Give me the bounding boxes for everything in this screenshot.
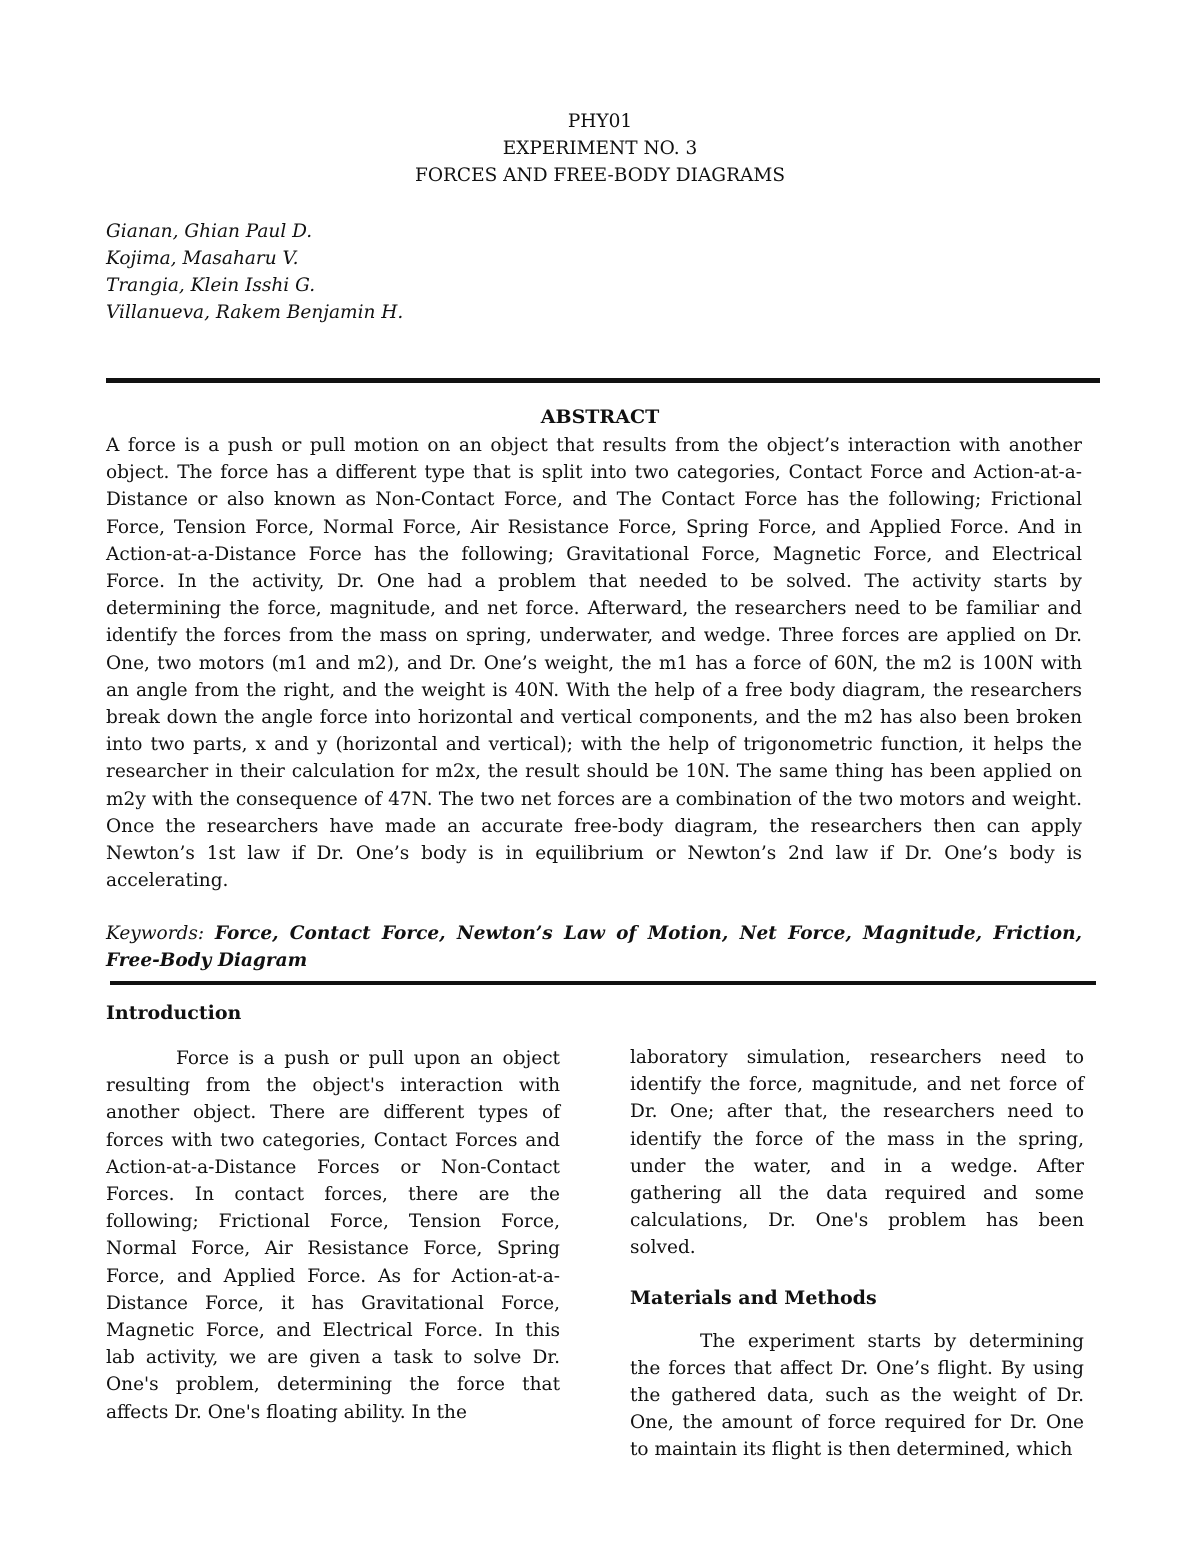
- abstract-heading: ABSTRACT: [540, 406, 660, 428]
- author: Trangia, Klein Isshi G.: [106, 275, 316, 296]
- keywords: [106, 920, 1082, 974]
- author-list: [106, 218, 403, 326]
- introduction-heading: Introduction: [106, 1002, 242, 1024]
- keywords-label: Keywords:: [106, 923, 205, 944]
- course-code: PHY01: [567, 111, 633, 132]
- experiment-number: EXPERIMENT NO. 3: [502, 138, 698, 159]
- keywords-terms: Force, Contact Force, Newton’s Law of Motion, Net Force, Magnitude, Friction, Free-Body Diagram: [106, 923, 1082, 971]
- introduction-body-right: laboratory simulation, researchers need to identify the force, magnitude, and net force of Dr. One; after that, the researchers need to identify the force of the mass in the spring, under the water, and in a wedge. After gathering all the data required and some calculations, Dr. One's problem has been solved.: [630, 1047, 1084, 1259]
- paper-header: [0, 108, 1200, 189]
- divider-bottom: [110, 981, 1096, 985]
- paper-title: FORCES AND FREE-BODY DIAGRAMS: [415, 165, 785, 186]
- introduction-body-left: Force is a push or pull upon an object resulting from the object's interaction with another object. There are different types of forces with two categories, Contact Forces and Action-at-a-Distance Forces or Non-Contact Forces. In contact forces, there are the following; Frictional Force, Tension Force, Normal Force, Air Resistance Force, Spring Force, and Applied Force. As for Action-at-a-Distance Force, it has Gravitational Force, Magnetic Force, and Electrical Force. In this lab activity, we are given a task to solve Dr. One's problem, determining the force that affects Dr. One's floating ability. In the: [106, 1048, 560, 1423]
- methods-heading: Materials and Methods: [630, 1286, 877, 1309]
- divider-top: [106, 378, 1100, 383]
- methods-body: The experiment starts by determining the forces that affect Dr. One’s flight. By using the gathered data, such as the weight of Dr. One, the amount of force required for Dr. One to maintain its flight is then determined, which: [630, 1330, 1084, 1461]
- abstract-body: A force is a push or pull motion on an object that results from the object’s interaction with another object. The force has a different type that is split into two categories, Contact Force and Action-at-a-Distance or also known as Non-Contact Force, and The Contact Force has the following; Frictional Force, Tension Force, Normal Force, Air Resistance Force, Spring Force, and Applied Force. And in Action-at-a-Distance Force has the following; Gravitational Force, Magnetic Force, and Electrical Force. In the activity, Dr. One had a problem that needed to be solved. The activity starts by determining the force, magnitude, and net force. Afterward, the researchers need to be familiar and identify the forces from the mass on spring, underwater, and wedge. Three forces are applied on Dr. One, two motors (m1 and m2), and Dr. One’s weight, the m1 has a force of 60N, the m2 is 100N with an angle from the right, and the weight is 40N. With the help of a free body diagram, the researchers break down the angle force into horizontal and vertical components, and the m2 has also been broken into two parts, x and y (horizontal and vertical); with the help of trigonometric function, it helps the researcher in their calculation for m2x, the result should be 10N. The same thing has been applied on m2y with the consequence of 47N. The two net forces are a combination of the two motors and weight. Once the researchers have made an accurate free-body diagram, the researchers then can apply Newton’s 1st law if Dr. One’s body is in equilibrium or Newton’s 2nd law if Dr. One’s body is accelerating.: [106, 435, 1082, 892]
- column-left: [106, 999, 560, 1426]
- author: Kojima, Masaharu V.: [106, 248, 299, 269]
- author: Villanueva, Rakem Benjamin H.: [106, 302, 404, 323]
- author: Gianan, Ghian Paul D.: [106, 221, 313, 242]
- column-right: [630, 1044, 1084, 1464]
